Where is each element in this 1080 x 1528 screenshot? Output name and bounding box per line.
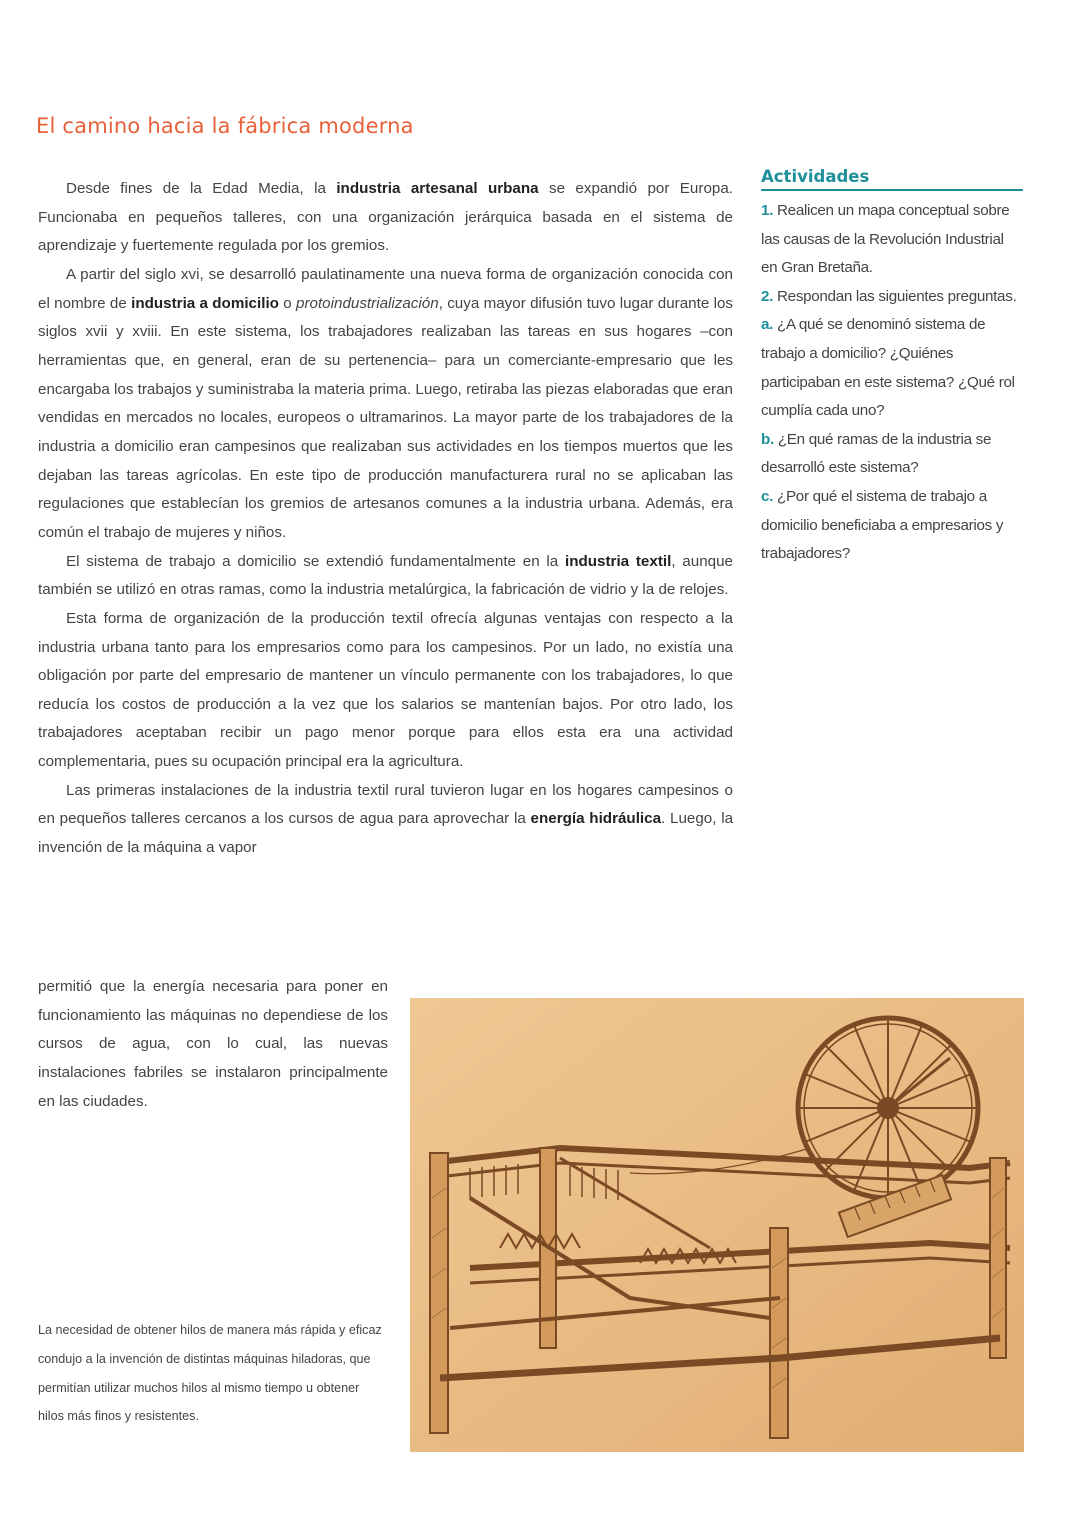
spinning-jenny-engraving — [410, 998, 1024, 1452]
main-text — [38, 175, 733, 863]
activity-2a: a. ¿A qué se denominó sistema de trabajo a domicilio? ¿Quiénes participaban en este sistema? ¿Qué rol cumplía cada uno? — [761, 316, 1015, 420]
paragraph-5-continued: permitió que la energía necesaria para poner en funcionamiento las máquinas no dependiese de los cursos de agua, con lo cual, las nuevas instalaciones fabriles se instalaron principalmente en las ciudades. — [38, 978, 388, 1110]
key-term: industria a domicilio — [131, 294, 279, 312]
image-caption: La necesidad de obtener hilos de manera más rápida y eficaz condujo a la invención de distintas máquinas hiladoras, que permitían utilizar muchos hilos al mismo tiempo u obtener hilos más finos y resistentes. — [38, 1323, 382, 1424]
activities-box — [761, 167, 1023, 569]
italic-term: protoindustrialización — [296, 294, 439, 312]
key-term: industria textil — [564, 552, 672, 570]
activity-2b: b. ¿En qué ramas de la industria se desarrolló este sistema? — [761, 430, 992, 477]
wrapped-text — [38, 973, 388, 1116]
activity-2: 2. Respondan las siguientes preguntas. — [761, 287, 1017, 305]
activity-2c: c. ¿Por qué el sistema de trabajo a domicilio beneficiaba a empresarios y trabajadores? — [761, 487, 1004, 563]
paragraph-4: Esta forma de organización de la producción textil ofrecía algunas ventajas con respecto a la industria urbana tanto para los empresarios como para los campesinos. Por un lado, no existía una obligación por parte del empresario de mantener un vínculo permanente con los trabajadores, lo que reducía los costos de producción a la vez que los salarios se mantenían bajos. Por otro lado, los trabajadores aceptaban recibir un pago menor porque para ellos esta era una actividad complementaria, pues su ocupación principal era la agricultura. — [38, 609, 733, 771]
key-term: industria artesanal urbana — [336, 180, 539, 197]
paragraph-2: A partir del siglo xvi, se desarrolló paulatinamente una nueva forma de organización conocida con el nombre de industria a domicilio o protoindustrialización, cuya mayor difusión tuvo lugar durante los siglos xvii y xviii. En este sistema, los trabajadores realizaban las tareas en sus hogares –con herramientas que, en general, eran de su pertenencia– para un comerciante-empresario que les encargaba los trabajos y suministraba la materia prima. Luego, retiraba las piezas elaboradas que eran vendidas en mercados no locales, europeos o ultramarinos. La mayor parte de los trabajadores de la industria a domicilio eran campesinos que realizaban sus actividades en los tiempos muertos que les dejaban las tareas agrícolas. En este tipo de producción manufacturera rural no se aplicaban las regulaciones que establecían los gremios de artesanos comunes a la industria urbana. Además, era común el trabajo de mujeres y niños. — [38, 265, 734, 541]
key-term: energía hidráulica — [530, 810, 662, 828]
section-title: El camino hacia la fábrica moderna — [36, 114, 414, 138]
activity-1: 1. Realicen un mapa conceptual sobre las causas de la Revolución Industrial en Gran Bretaña. — [761, 202, 1010, 277]
spinning-machine-illustration — [410, 998, 1024, 1452]
paragraph-5: Las primeras instalaciones de la industria textil rural tuvieron lugar en los hogares campesinos o en pequeños talleres cercanos a los cursos de agua para aprovechar la energía hidráulica. Luego, la invención de la máquina a vapor — [38, 781, 734, 857]
paragraph-3: El sistema de trabajo a domicilio se extendió fundamentalmente en la industria textil, aunque también se utilizó en otras ramas, como la industria metalúrgica, la fabricación de vidrio y la de relojes. — [38, 552, 733, 599]
activities-title: Actividades — [761, 167, 1023, 191]
paragraph-1: Desde fines de la Edad Media, la industria artesanal urbana se expandió por Europa. Funcionaba en pequeños talleres, con una organización jerárquica basada en el sistema de aprendizaje y fuertemente regulada por los gremios. — [38, 180, 734, 255]
